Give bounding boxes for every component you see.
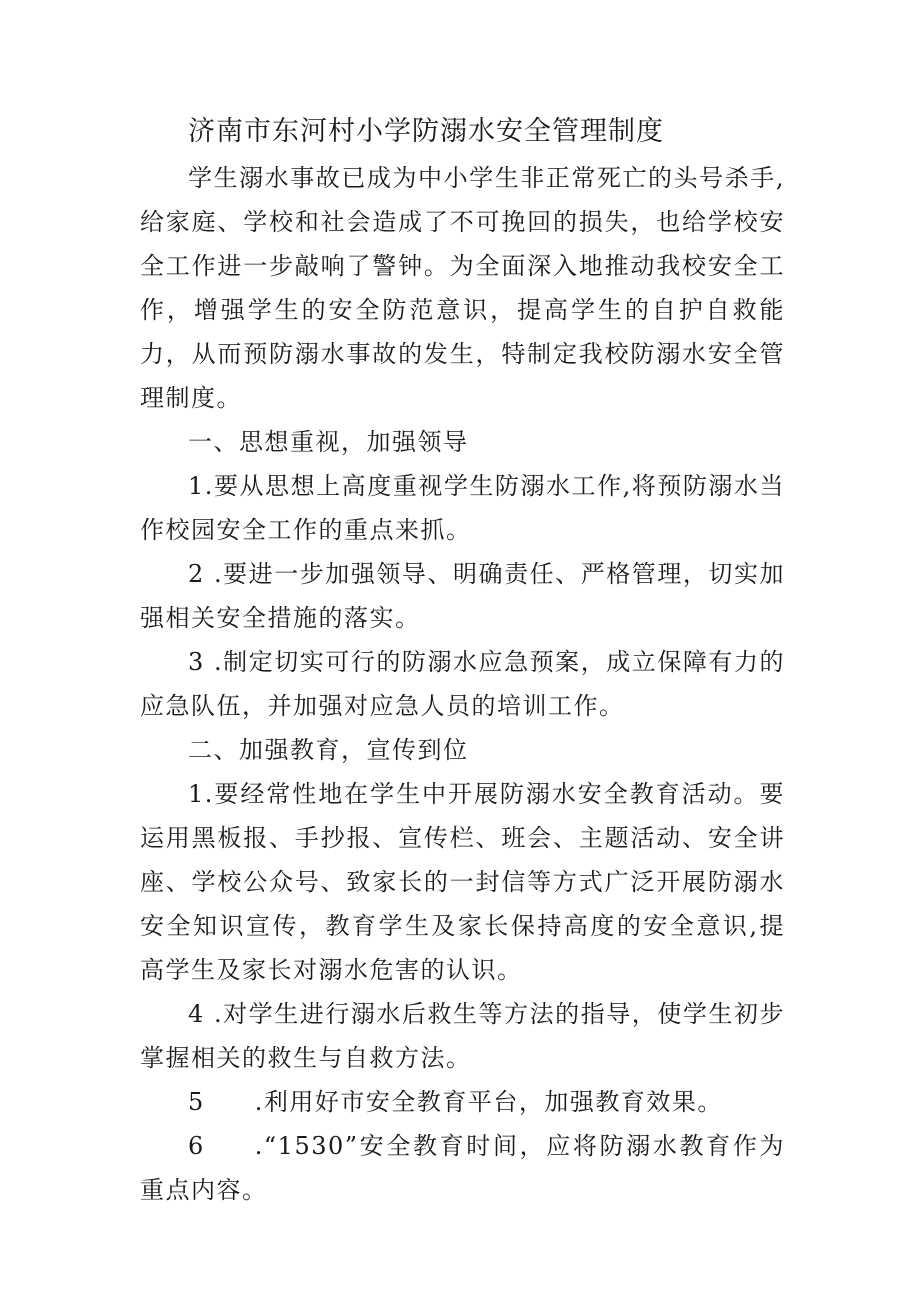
document-title: 济南市东河村小学防溺水安全管理制度	[188, 116, 664, 147]
section-1-item-2: 2 .要进一步加强领导、明确责任、严格管理，切实加强相关安全措施的落实。	[140, 560, 785, 632]
section-2-item-5	[140, 1080, 785, 1124]
section-1-item-1: 1.要从思想上高度重视学生防溺水工作,将预防溺水当作校园安全工作的重点来抓。	[140, 472, 785, 544]
section-1-item-3: 3 .制定切实可行的防溺水应急预案，成立保障有力的应急队伍，并加强对应急人员的培训工作。	[140, 648, 785, 720]
item-number: 6	[188, 1132, 205, 1160]
document-body	[140, 156, 785, 1212]
section-2-item-1: 1.要经常性地在学生中开展防溺水安全教育活动。要运用黑板报、手抄报、宣传栏、班会、主题活动、安全讲座、学校公众号、致家长的一封信等方式广泛开展防溺水安全知识宣传，教育学生及家长保持高度的安全意识,提高学生及家长对溺水危害的认识。	[140, 780, 785, 984]
section-heading-1: 一、思想重视，加强领导	[188, 428, 469, 456]
section-heading-2: 二、加强教育，宣传到位	[188, 736, 469, 764]
item-text: .利用好市安全教育平台，加强教育效果。	[254, 1088, 723, 1116]
section-2-item-4: 4 .对学生进行溺水后救生等方法的指导，使学生初步掌握相关的救生与自救方法。	[140, 1000, 785, 1072]
item-text: .“1530”安全教育时间，应将防溺水教育作为重点内容。	[140, 1132, 785, 1204]
section-2-item-6	[140, 1124, 785, 1212]
intro-paragraph: 学生溺水事故已成为中小学生非正常死亡的头号杀手,给家庭、学校和社会造成了不可挽回的损失，也给学校安全工作进一步敲响了警钟。为全面深入地推动我校安全工作，增强学生的安全防范意识，提高学生的自护自救能力，从而预防溺水事故的发生，特制定我校防溺水安全管理制度。	[140, 164, 785, 412]
item-number: 5	[188, 1088, 205, 1116]
